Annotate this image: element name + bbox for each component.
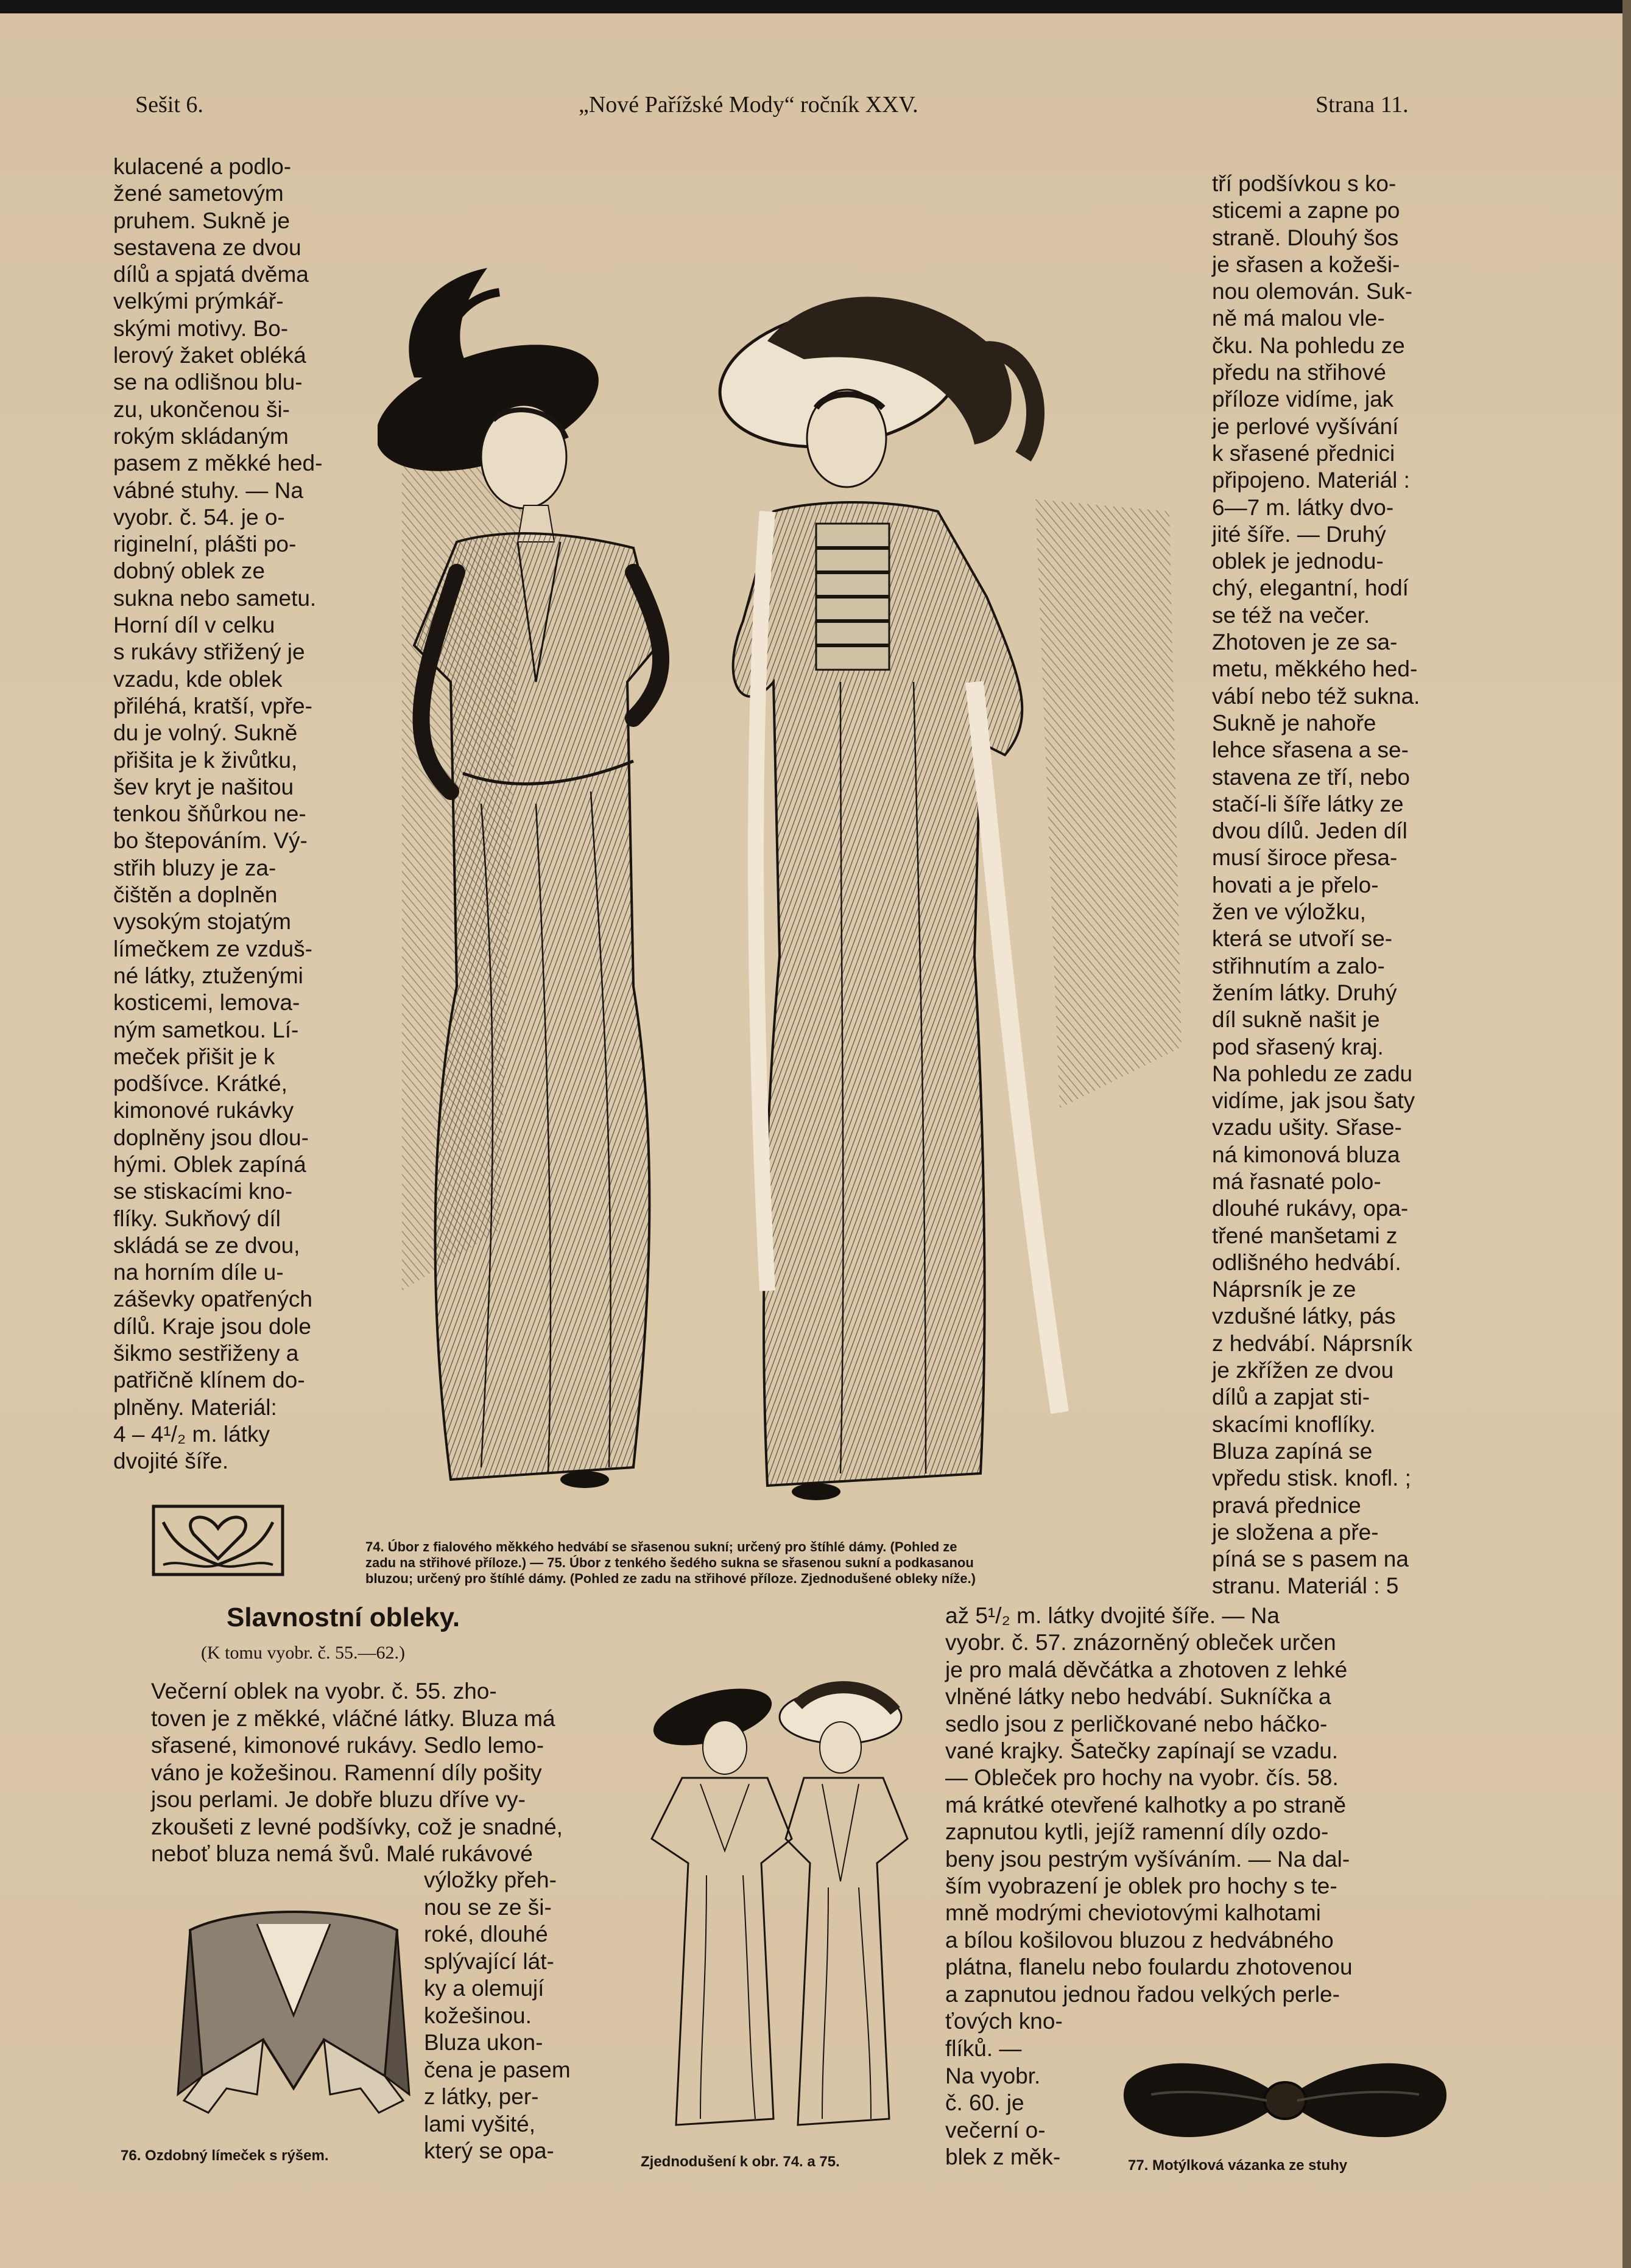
text-line: sedlo jsou z perličkované nebo háčko- (945, 1711, 1328, 1736)
text-line: neboť bluza nemá švů. Malé rukávové (151, 1841, 533, 1866)
text-line: č. 60. je (945, 2090, 1024, 2115)
text-line: vpředu stisk. knofl. ; (1212, 1466, 1411, 1491)
text-line: vlněné látky nebo hedvábí. Sukníčka a (945, 1684, 1331, 1710)
text-line: splývající lát- (424, 1948, 554, 1974)
text-line: ším vyobrazení je oblek pro hochy s te- (945, 1873, 1337, 1899)
text-line: rokým skládaným (113, 423, 289, 449)
text-line: zu, ukončenou ši- (113, 396, 291, 422)
text-line: ky a olemují (424, 1976, 544, 2001)
right-bottom-narrow-text (945, 2035, 1060, 2171)
text-line: a bílou košilovou bluzou z hedvábného (945, 1927, 1334, 1953)
text-line: blek z měk- (945, 2144, 1061, 2169)
text-line: límečkem ze vzduš- (113, 936, 312, 961)
caption-line: 74. Úbor z fialového měkkého hedvábí se sřasenou sukní; určený pro štíhlé dámy. (Pohled ze (365, 1539, 957, 1554)
text-line: má krátké otevřené kalhotky a po straně (945, 1792, 1347, 1817)
text-line: beny jsou pestrým vyšíváním. — Na dal- (945, 1846, 1350, 1872)
right-bottom-text (945, 1603, 1353, 2035)
text-line: žen ve výložku, (1212, 899, 1366, 925)
text-line: příloze vidíme, jak (1212, 387, 1394, 412)
text-line: nou se ze ši- (424, 1894, 552, 1920)
text-line: velkými prýmkář- (113, 289, 284, 314)
text-line: lerový žaket obléká (113, 343, 306, 368)
text-line: kulacené a podlo- (113, 154, 292, 179)
bow-tie-illustration-77 (1115, 2046, 1456, 2155)
text-line: vidíme, jak jsou šaty (1212, 1088, 1415, 1114)
right-column-text (1212, 170, 1420, 1600)
text-line: čku. Na pohledu ze (1212, 332, 1405, 358)
text-line: lehce sřasena a se- (1212, 737, 1409, 763)
text-line: Bluza zapíná se (1212, 1438, 1373, 1464)
text-line: žením látky. Druhý (1212, 980, 1397, 1005)
text-line: lami vyšité, (424, 2111, 535, 2136)
text-line: — Obleček pro hochy na vyobr. čís. 58. (945, 1765, 1339, 1791)
text-line: se na odlišnou blu- (113, 370, 303, 395)
text-line: je perlové vyšívání (1212, 413, 1399, 439)
caption-simplified: Zjednodušení k obr. 74. a 75. (641, 2154, 840, 2170)
text-line: nou olemován. Suk- (1212, 279, 1413, 304)
text-line: vzadu, kde oblek (113, 666, 283, 692)
text-line: Zhotoven je ze sa- (1212, 630, 1398, 655)
text-line: hými. Oblek zapíná (113, 1151, 306, 1177)
text-line: Horní díl v celku (113, 613, 275, 638)
text-line: straně. Dlouhý šos (1212, 225, 1399, 250)
text-line: musí široce přesa- (1212, 845, 1398, 871)
header-title: „Nové Pařížské Mody“ ročník XXV. (579, 92, 918, 118)
text-line: je sřasen a kožeši- (1212, 251, 1400, 277)
text-line: ně má malou vle- (1212, 306, 1385, 331)
text-line: vábné stuhy. — Na (113, 477, 303, 503)
evening-dress-text (151, 1678, 563, 1868)
header-issue: Sešit 6. (135, 92, 203, 118)
fashion-illustration-74-75 (378, 256, 1206, 1522)
section-title: Slavnostní obleky. (227, 1603, 460, 1632)
text-line: dobný oblek ze (113, 558, 265, 584)
text-line: skládá se ze dvou, (113, 1232, 300, 1258)
text-line: pruhem. Sukně je (113, 208, 291, 233)
text-line: sticemi a zapne po (1212, 198, 1400, 223)
text-line: Večerní oblek na vyobr. č. 55. zho- (151, 1679, 497, 1704)
text-line: je zkřížen ze dvou (1212, 1358, 1394, 1383)
text-line: doplněny jsou dlou- (113, 1125, 309, 1150)
text-line: vané krajky. Šatečky zapínají se vzadu. (945, 1738, 1339, 1764)
text-line: která se utvoří se- (1212, 926, 1393, 952)
text-line: Bluza ukon- (424, 2030, 543, 2055)
text-line: zkoušeti z levné podšívky, což je snadné, (151, 1814, 563, 1839)
text-line: sřasené, kimonové rukávy. Sedlo lemo- (151, 1733, 544, 1758)
text-line: bo štepováním. Vý- (113, 828, 308, 854)
text-line: přiléhá, kratší, vpře- (113, 693, 312, 718)
text-line: píná se s pasem na (1212, 1547, 1409, 1572)
text-line: riginelní, plášti po- (113, 532, 297, 557)
text-line: chý, elegantní, hodí (1212, 575, 1409, 601)
text-line: oblek je jednodu- (1212, 549, 1384, 574)
header-page: Strana 11. (1316, 92, 1409, 118)
text-line: se též na večer. (1212, 602, 1370, 628)
text-line: připojeno. Materiál : (1212, 468, 1410, 493)
caption-74-75 (365, 1539, 976, 1587)
text-line: předu na střihové (1212, 360, 1386, 385)
text-line: podšívce. Krátké, (113, 1071, 287, 1097)
text-line: čištěn a doplněn (113, 882, 278, 908)
text-line: roké, dlouhé (424, 1922, 548, 1947)
scan-top-edge (0, 0, 1631, 13)
text-line: z látky, per- (424, 2084, 539, 2109)
text-line: vyobr. č. 54. je o- (113, 504, 285, 530)
text-line: čena je pasem (424, 2057, 571, 2082)
text-line: který se opa- (424, 2138, 554, 2163)
text-line: tenkou šňůrkou ne- (113, 801, 306, 827)
text-line: až 5¹/₂ m. látky dvojité šíře. — Na (945, 1603, 1280, 1628)
caption-line: bluzou; určený pro štíhlé dámy. (Pohled ze zadu na střihové příloze. Zjednodušené obleky níže.) (365, 1571, 976, 1586)
text-line: sukna nebo sametu. (113, 585, 317, 611)
text-line: váno je kožešinou. Ramenní díly pošity (151, 1760, 542, 1785)
text-line: sestavena ze dvou (113, 234, 301, 260)
text-line: ná kimonová bluza (1212, 1142, 1400, 1167)
text-line: jsou perlami. Je dobře bluzu dříve vy- (151, 1787, 526, 1812)
text-line: zapnutou kytli, jejíž ramenní díly ozdo- (945, 1819, 1329, 1845)
text-line: s rukávy střižený je (113, 639, 305, 665)
text-line: má řasnaté polo- (1212, 1168, 1381, 1194)
text-line: stranu. Materiál : 5 (1212, 1573, 1399, 1599)
text-line: se stiskacími kno- (113, 1179, 293, 1204)
text-line: díl sukně našit je (1212, 1007, 1380, 1033)
text-line: du je volný. Sukně (113, 720, 298, 746)
text-line: skacími knoflíky. (1212, 1411, 1376, 1437)
text-line: stavena ze tří, nebo (1212, 764, 1410, 790)
text-line: ným sametkou. Lí- (113, 1017, 299, 1042)
text-line: na horním díle u- (113, 1260, 284, 1285)
section-subtitle: (K tomu vyobr. č. 55.—62.) (201, 1643, 405, 1663)
text-line: střih bluzy je za- (113, 855, 277, 880)
text-line: Sukně je nahoře (1212, 710, 1376, 736)
text-line: odlišného hedvábí. (1212, 1249, 1401, 1275)
text-line: vzadu ušity. Sřase- (1212, 1115, 1402, 1140)
text-line: ťových kno- (945, 2009, 1063, 2034)
text-line: stačí-li šíře látky ze (1212, 791, 1404, 816)
text-line: kosticemi, lemova- (113, 990, 300, 1016)
text-line: vyobr. č. 57. znázorněný obleček určen (945, 1630, 1336, 1655)
text-line: dílů a zapjat sti- (1212, 1385, 1370, 1410)
text-line: flíky. Sukňový díl (113, 1206, 281, 1231)
scan-right-edge (1622, 0, 1631, 2268)
caption-77: 77. Motýlková vázanka ze stuhy (1128, 2157, 1348, 2174)
text-line: šev kryt je našitou (113, 774, 294, 799)
text-line: 6—7 m. látky dvo- (1212, 494, 1394, 520)
ornament-icon (151, 1504, 285, 1577)
text-line: plátna, flanelu nebo foulardu zhotovenou (945, 1954, 1353, 1980)
text-line: kožešinou. (424, 2003, 532, 2028)
text-line: toven je z měkké, vláčné látky. Bluza má (151, 1705, 555, 1731)
text-line: vábí nebo též sukna. (1212, 683, 1420, 709)
text-line: tří podšívkou s ko- (1212, 171, 1397, 196)
text-line: Náprsník je ze (1212, 1277, 1356, 1302)
text-line: žené sametovým (113, 181, 284, 206)
text-line: pravá přednice (1212, 1492, 1361, 1518)
text-line: pasem z měkké hed- (113, 451, 323, 476)
text-line: hovati a je přelo- (1212, 872, 1379, 897)
collar-illustration-76 (166, 1894, 421, 2137)
text-line: výložky přeh- (424, 1867, 557, 1892)
text-line: vysokým stojatým (113, 909, 291, 935)
text-line: jité šíře. — Druhý (1212, 521, 1386, 547)
text-line: je pro malá děvčátka a zhotoven z lehké (945, 1657, 1348, 1682)
text-line: k sřasené přednici (1212, 440, 1395, 466)
text-line: 4 – 4¹/₂ m. látky (113, 1421, 270, 1447)
text-line: dílů a spjatá dvěma (113, 262, 309, 287)
text-line: třené manšetami z (1212, 1223, 1398, 1248)
text-line: večerní o- (945, 2117, 1046, 2143)
text-line: meček přišit je k (113, 1044, 275, 1069)
caption-76: 76. Ozdobný límeček s rýšem. (121, 2147, 329, 2164)
text-line: dílů. Kraje jsou dole (113, 1313, 311, 1339)
simplified-figures-illustration (639, 1680, 956, 2143)
text-line: dvojité šíře. (113, 1448, 229, 1474)
text-line: né látky, ztuženými (113, 963, 303, 988)
text-line: mně modrými cheviotovými kalhotami (945, 1900, 1321, 1926)
text-line: Na pohledu ze zadu (1212, 1061, 1413, 1086)
text-line: pod sřasený kraj. (1212, 1034, 1384, 1059)
text-line: je složena a pře- (1212, 1519, 1379, 1545)
narrow-column-text (424, 1867, 571, 2165)
text-line: kimonové rukávky (113, 1098, 294, 1123)
text-line: flíků. — (945, 2036, 1022, 2061)
text-line: metu, měkkého hed- (1212, 656, 1418, 682)
left-column-text (113, 153, 322, 1475)
text-line: a zapnutou jednou řadou velkých perle- (945, 1981, 1340, 2007)
caption-line: zadu na střihové příloze.) — 75. Úbor z tenkého šedého sukna se sřasenou sukní a podkasanou (365, 1555, 974, 1570)
text-line: skými motivy. Bo- (113, 315, 289, 341)
text-line: střihnutím a zalo- (1212, 953, 1385, 978)
text-line: patřičně klínem do- (113, 1367, 305, 1393)
text-line: přišita je k živůtku, (113, 747, 298, 773)
text-line: vzdušné látky, pás (1212, 1304, 1396, 1329)
text-line: plněny. Materiál: (113, 1394, 277, 1420)
text-line: Na vyobr. (945, 2063, 1041, 2088)
text-line: dvou dílů. Jeden díl (1212, 818, 1407, 844)
text-line: záševky opatřených (113, 1287, 313, 1312)
text-line: šikmo sestřiženy a (113, 1341, 299, 1366)
text-line: z hedvábí. Náprsník (1212, 1330, 1413, 1356)
text-line: dlouhé rukávy, opa- (1212, 1196, 1409, 1221)
